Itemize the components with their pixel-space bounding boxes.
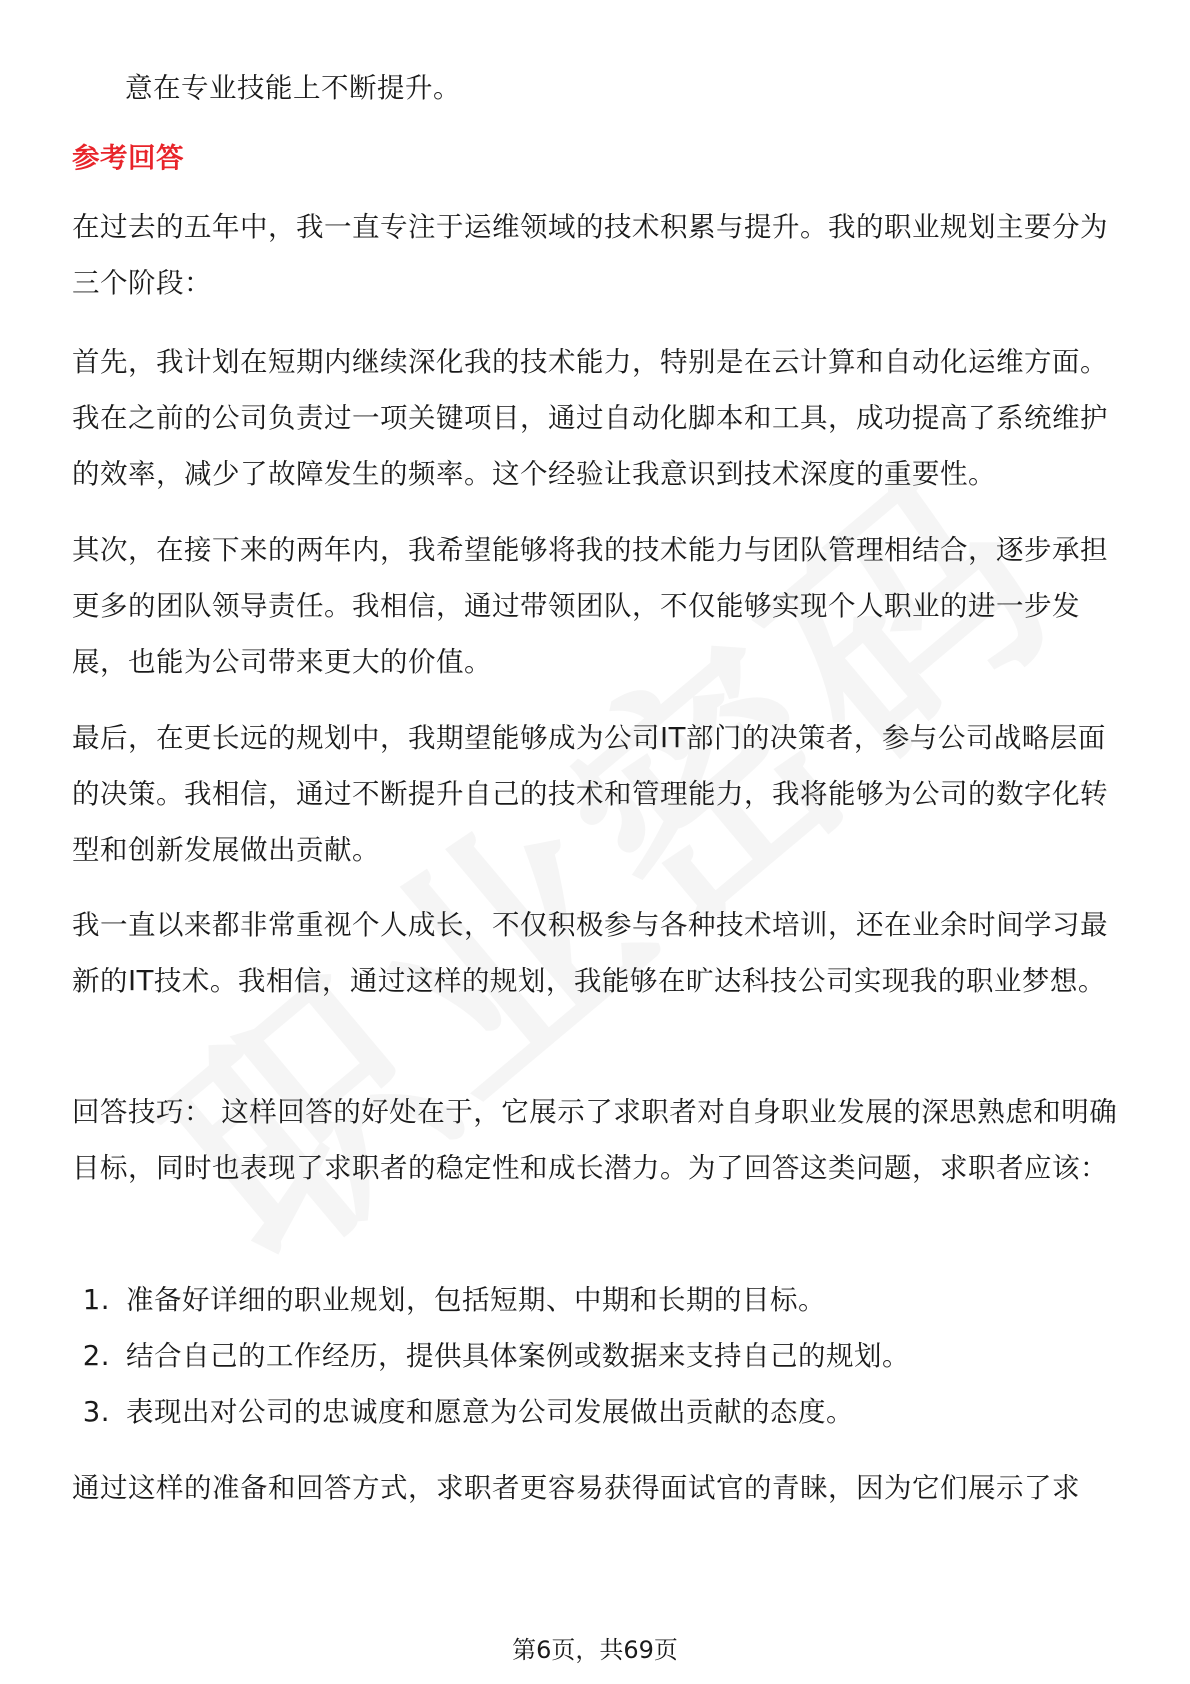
paragraph-intro: 在过去的五年中，我一直专注于运维领域的技术积累与提升。我的职业规划主要分为三个阶段： [72,211,1108,299]
paragraph-second: 其次，在接下来的两年内，我希望能够将我的技术能力与团队管理相结合，逐步承担更多的团队领导责任。我相信，通过带领团队，不仅能够实现个人职业的进一步发展，也能为公司带来更大的价值。 [72,534,1108,678]
list-text: 准备好详细的职业规划，包括短期、中期和长期的目标。 [126,1284,826,1316]
list-item [72,1272,1120,1328]
paragraph-growth: 我一直以来都非常重视个人成长，不仅积极参与各种技术培训，还在业余时间学习最新的IT技术。我相信，通过这样的规划，我能够在旷达科技公司实现我的职业梦想。 [72,909,1108,997]
list-item [72,1328,1120,1384]
closing-paragraph: 通过这样的准备和回答方式，求职者更容易获得面试官的青睐，因为它们展示了求 [72,1472,1080,1504]
tips-list [72,1272,1120,1440]
list-text: 结合自己的工作经历，提供具体案例或数据来支持自己的规划。 [126,1340,910,1372]
paragraph-last: 最后，在更长远的规划中，我期望能够成为公司IT部门的决策者，参与公司战略层面的决策。我相信，通过不断提升自己的技术和管理能力，我将能够为公司的数字化转型和创新发展做出贡献。 [72,722,1108,866]
intro-line: 意在专业技能上不断提升。 [125,72,461,104]
page-number: 第6页，共69页 [512,1636,678,1664]
list-number: 2. [82,1340,110,1372]
list-item [72,1384,1120,1440]
list-number: 1. [82,1284,110,1316]
list-number: 3. [82,1396,110,1428]
paragraph-first: 首先，我计划在短期内继续深化我的技术能力，特别是在云计算和自动化运维方面。我在之前的公司负责过一项关键项目，通过自动化脚本和工具，成功提高了系统维护的效率，减少了故障发生的频率。这个经验让我意识到技术深度的重要性。 [72,346,1108,490]
section-heading: 参考回答 [72,142,184,174]
paragraph-tips: 回答技巧： 这样回答的好处在于，它展示了求职者对自身职业发展的深思熟虑和明确目标，同时也表现了求职者的稳定性和成长潜力。为了回答这类问题，求职者应该： [72,1096,1118,1184]
list-text: 表现出对公司的忠诚度和愿意为公司发展做出贡献的态度。 [126,1396,854,1428]
